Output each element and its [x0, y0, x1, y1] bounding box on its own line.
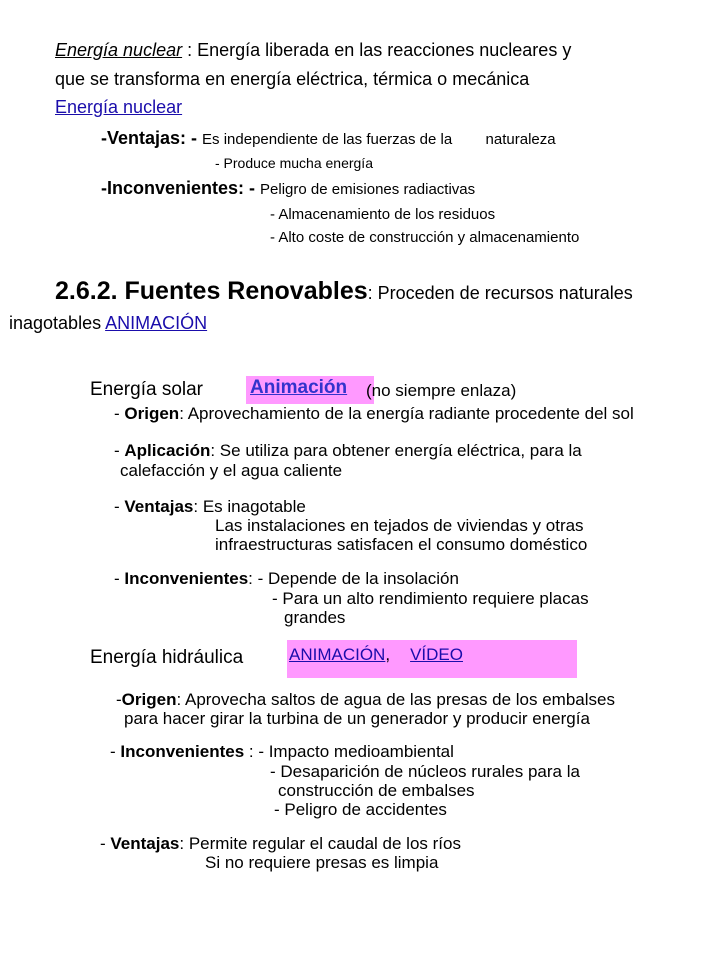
solar-inconvenientes-3: grandes — [284, 608, 346, 627]
solar-origen: - Origen: Aprovechamiento de la energía radiante procedente del sol — [114, 404, 634, 423]
nuclear-ventajas-2: - Produce mucha energía — [215, 155, 373, 171]
hidraulica-inconvenientes-3: construcción de embalses — [278, 781, 475, 800]
hidraulica-title: Energía hidráulica — [90, 647, 244, 668]
solar-inconvenientes-2: - Para un alto rendimiento requiere placas — [272, 589, 589, 608]
hidraulica-origen: -Origen: Aprovecha saltos de agua de las presas de los embalses — [116, 690, 615, 709]
renovables-heading: 2.6.2. Fuentes Renovables: Proceden de recursos naturales — [55, 277, 633, 305]
nuclear-inconvenientes-3: - Alto coste de construcción y almacenamiento — [270, 229, 580, 246]
solar-aplicacion: - Aplicación: Se utiliza para obtener energía eléctrica, para la — [114, 441, 582, 460]
renovables-line2: inagotables ANIMACIÓN — [9, 313, 208, 333]
nuclear-inconvenientes-2: - Almacenamiento de los residuos — [270, 206, 496, 223]
renovables-animacion-link[interactable]: ANIMACIÓN — [105, 313, 208, 333]
hidraulica-animacion-link[interactable]: ANIMACIÓN — [289, 645, 386, 664]
nuclear-inconvenientes: -Inconvenientes: - Peligro de emisiones radiactivas — [101, 178, 476, 198]
nuclear-ventajas: -Ventajas: - Es independiente de las fuerzas de la naturaleza — [101, 128, 556, 148]
solar-ventajas-2: Las instalaciones en tejados de viviendas y otras — [215, 516, 584, 535]
hidraulica-video-link[interactable]: VÍDEO — [410, 645, 463, 664]
nuclear-link[interactable]: Energía nuclear — [55, 97, 183, 117]
nuclear-definition-line1: Energía nuclear : Energía liberada en las reacciones nucleares y — [55, 40, 572, 60]
hidraulica-inconvenientes-4: - Peligro de accidentes — [274, 800, 447, 819]
solar-ventajas: - Ventajas: Es inagotable — [114, 497, 306, 516]
nuclear-definition-line2: que se transforma en energía eléctrica, térmica o mecánica — [55, 69, 530, 89]
hidraulica-ventajas: - Ventajas: Permite regular el caudal de los ríos — [100, 834, 461, 853]
hidraulica-inconvenientes: - Inconvenientes : - Impacto medioambiental — [110, 742, 454, 761]
hidraulica-ventajas-2: Si no requiere presas es limpia — [205, 853, 439, 872]
solar-note: (no siempre enlaza) — [366, 381, 517, 400]
nuclear-title: Energía nuclear — [55, 40, 183, 60]
solar-inconvenientes: - Inconvenientes: - Depende de la insolación — [114, 569, 459, 588]
hidraulica-origen-2: para hacer girar la turbina de un generador y producir energía — [124, 709, 590, 728]
solar-animacion-link[interactable]: Animación — [250, 377, 348, 398]
solar-ventajas-3: infraestructuras satisfacen el consumo doméstico — [215, 535, 588, 554]
hidraulica-links: ANIMACIÓN, VÍDEO — [289, 645, 463, 664]
solar-aplicacion-2: calefacción y el agua caliente — [120, 461, 343, 480]
solar-title: Energía solar — [90, 379, 204, 400]
hidraulica-inconvenientes-2: - Desaparición de núcleos rurales para la — [270, 762, 580, 781]
